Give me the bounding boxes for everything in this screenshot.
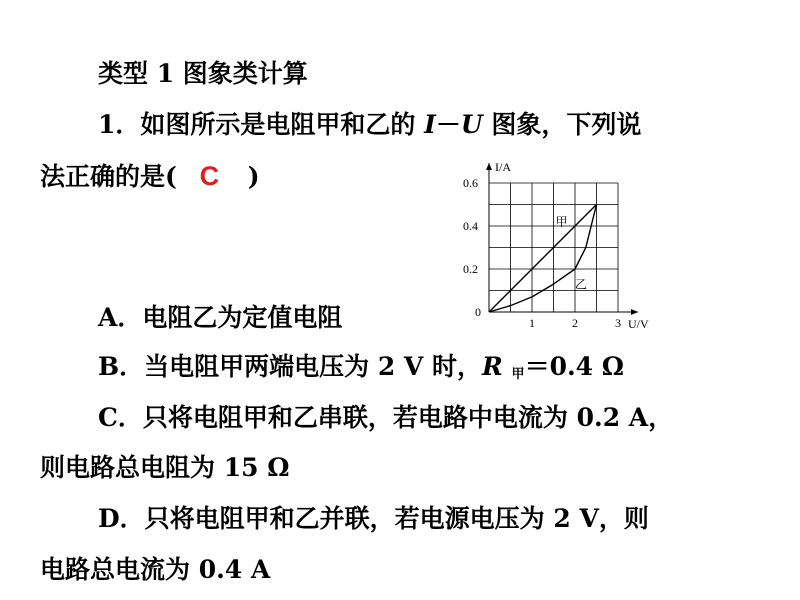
x-tick-label: 1: [529, 316, 535, 330]
option-b: [98, 351, 624, 388]
y-tick-label: 0.6: [463, 176, 478, 190]
question-stem-text-2: 图象，下列说: [491, 110, 642, 139]
question-number: 1．: [98, 110, 141, 139]
origin-label: 0: [475, 305, 481, 319]
series-label-yi: 乙: [575, 277, 588, 292]
option-d-line-2: [40, 554, 270, 586]
x-tick-label: 3: [615, 316, 621, 330]
option-b-text: B．当电阻甲两端电压为 2 V 时，: [98, 352, 483, 381]
option-c-line-2: [40, 452, 289, 484]
y-tick-label: 0.4: [463, 219, 478, 233]
option-c-line-1: [98, 402, 673, 434]
series-label-jia: 甲: [555, 215, 568, 229]
question-stem-text: 如图所示是电阻甲和乙的: [140, 110, 416, 139]
option-d-text-2: 电路总电流为 0.4 A: [40, 555, 271, 584]
iu-graph: [455, 150, 665, 335]
x-axis-arrow: [631, 309, 638, 315]
y-tick-label: 0.2: [463, 262, 478, 276]
subscript-jia: 甲: [511, 367, 525, 382]
question-stem-line-2-text: 法正确的是(: [40, 162, 177, 191]
variable-i: I: [424, 110, 436, 139]
question-stem-line-2: [40, 160, 260, 193]
variable-u: U: [460, 110, 483, 139]
dash: －: [435, 110, 461, 139]
section-heading-text: 类型 1 图象类计算: [98, 59, 308, 88]
option-d-text-1: D．只将电阻甲和乙并联，若电源电压为 2 V，则: [98, 504, 649, 533]
option-c-text-1: C．只将电阻甲和乙串联，若电路中电流为 0.2 A，: [98, 403, 674, 432]
option-a: [98, 302, 342, 334]
option-d-line-1: [98, 503, 649, 535]
section-heading: [98, 58, 308, 90]
y-axis-label: I/A: [495, 160, 511, 174]
x-axis-label: U/V: [628, 317, 649, 331]
variable-r: R: [482, 352, 503, 381]
option-a-text: A．电阻乙为定值电阻: [98, 303, 343, 332]
answer-mark: C: [199, 161, 220, 191]
option-b-value: ＝0.4 Ω: [524, 352, 625, 381]
close-paren: ): [247, 162, 260, 191]
option-c-text-2: 则电路总电阻为 15 Ω: [40, 453, 290, 482]
x-tick-label: 2: [572, 316, 578, 330]
question-stem-line-1: [98, 109, 641, 141]
y-axis-arrow: [486, 163, 492, 170]
